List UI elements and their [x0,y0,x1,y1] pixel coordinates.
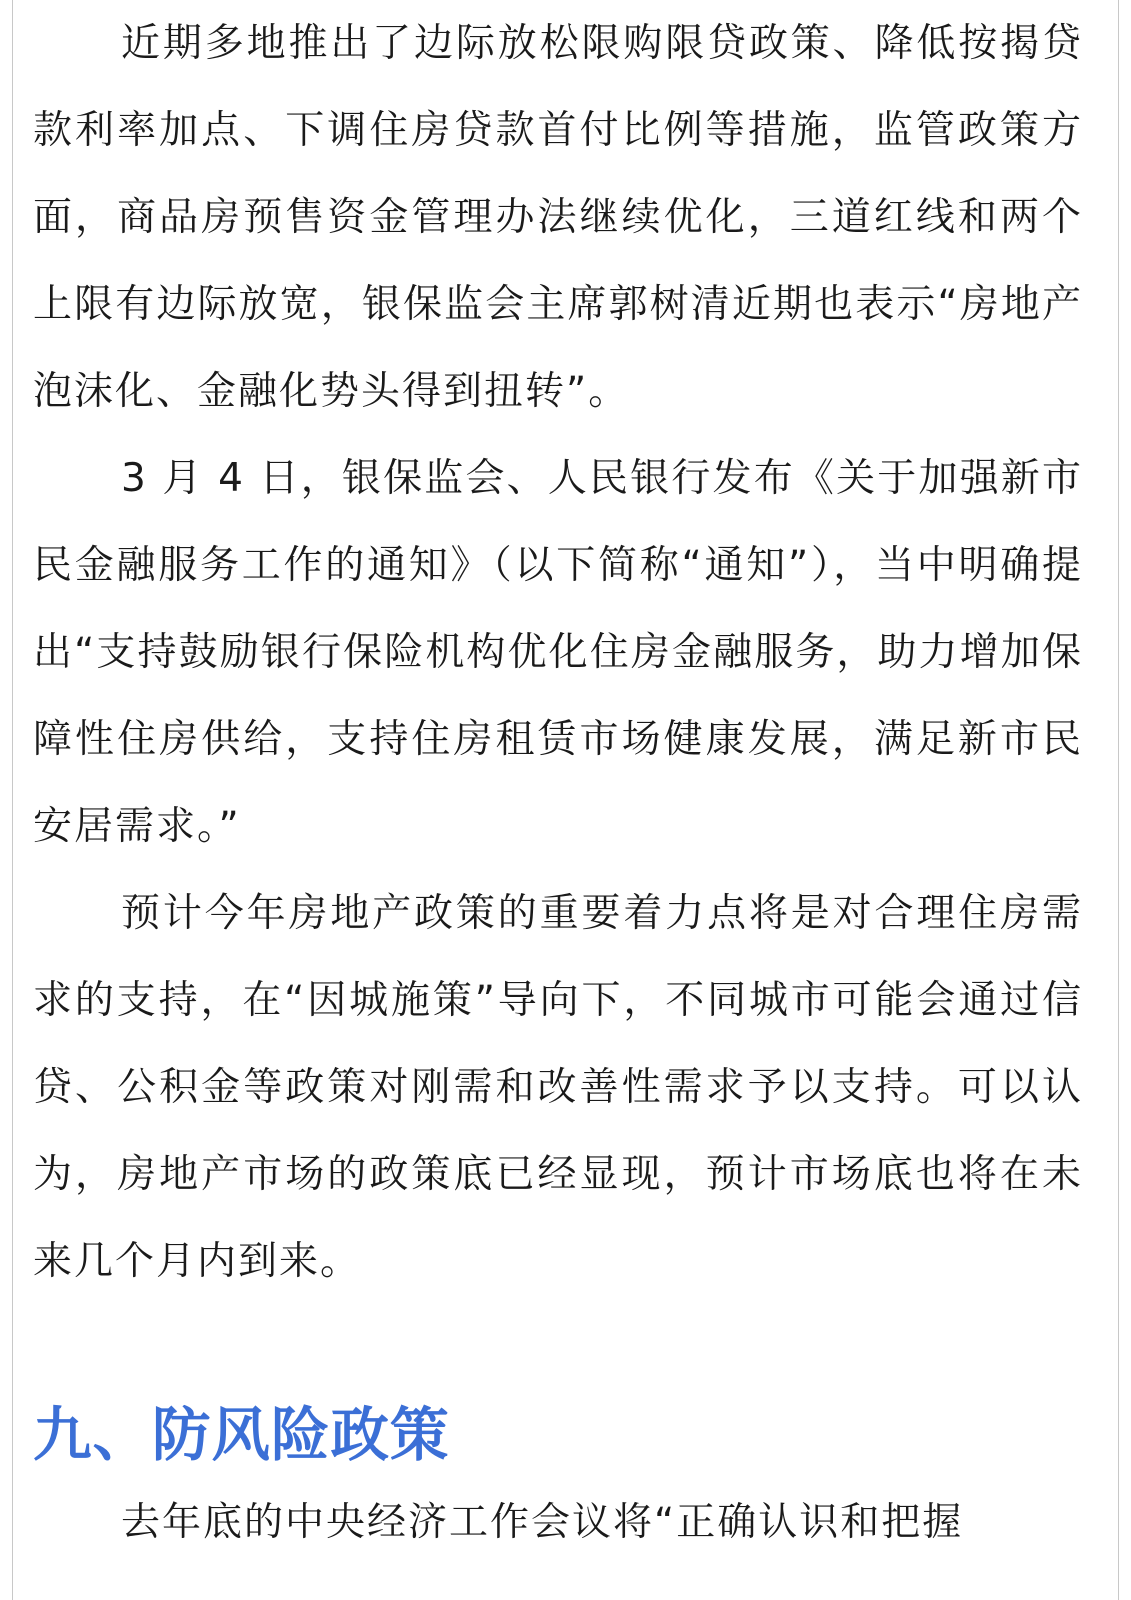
paragraph-policy-easing: 近期多地推出了边际放松限购限贷政策、降低按揭贷款利率加点、下调住房贷款首付比例等措施，监管政策方面，商品房预售资金管理办法继续优化，三道红线和两个上限有边际放宽，银保监会主席郭树清近期也表示“房地产泡沫化、金融化势头得到扭转”。 [33,21,1083,414]
article-body [33,0,1083,1566]
paragraph-outlook: 预计今年房地产政策的重要着力点将是对合理住房需求的支持，在“因城施策”导向下，不同城市可能会通过信贷、公积金等政策对刚需和改善性需求予以支持。可以认为，房地产市场的政策底已经显现，预计市场底也将在未来几个月内到来。 [33,891,1083,1284]
paragraph-risk-policy: 去年底的中央经济工作会议将“正确认识和把握 [121,1500,964,1545]
paragraph-new-citizens-notice: 3 月 4 日，银保监会、人民银行发布《关于加强新市民金融服务工作的通知》（以下简称“通知”），当中明确提出“支持鼓励银行保险机构优化住房金融服务，助力增加保障性住房供给，支持住房租赁市场健康发展，满足新市民安居需求。” [33,456,1083,849]
section-spacer [33,1305,1083,1392]
section-heading: 九、防风险政策 [33,1401,450,1469]
